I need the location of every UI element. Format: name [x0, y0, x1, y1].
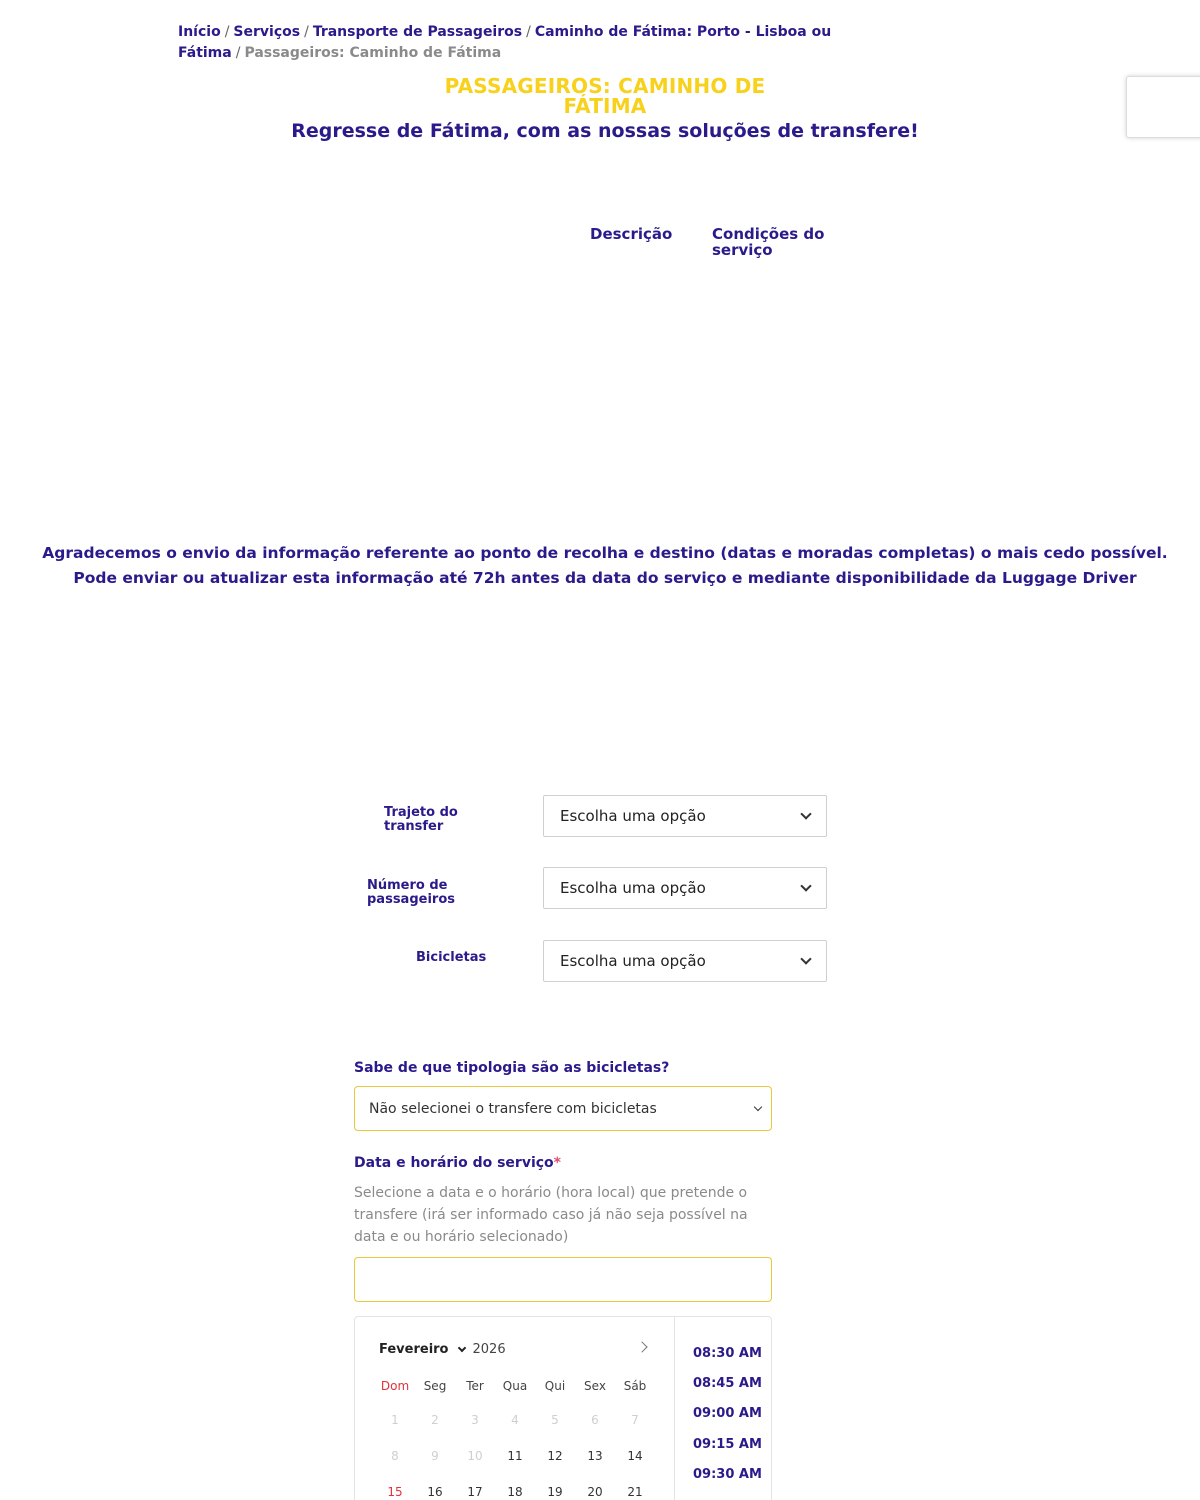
calendar-day[interactable]: 15	[387, 1485, 403, 1499]
calendar-day: 1	[391, 1413, 399, 1427]
year-label[interactable]: 2026	[472, 1342, 506, 1357]
bicicletas-select[interactable]	[543, 940, 827, 982]
data-servico-label-text: Data e horário do serviço	[354, 1155, 554, 1171]
breadcrumb	[178, 22, 998, 64]
calendar-day: 4	[511, 1413, 519, 1427]
recaptcha-badge[interactable]	[1126, 76, 1200, 138]
breadcrumb-link-inicio[interactable]: Início	[178, 24, 221, 40]
calendar-day: 6	[591, 1413, 599, 1427]
chevron-down-icon	[457, 1344, 465, 1352]
time-slot[interactable]: 08:30 AM	[693, 1346, 762, 1361]
bicicletas-select-value: Escolha uma opção	[560, 952, 706, 970]
breadcrumb-separator: /	[224, 24, 230, 40]
calendar-day[interactable]: 17	[467, 1485, 483, 1499]
chevron-down-icon	[800, 880, 811, 891]
time-list	[675, 1317, 773, 1500]
month-label: Fevereiro	[379, 1342, 449, 1357]
calendar	[355, 1317, 675, 1500]
info-notice: Agradecemos o envio da informação referente ao ponto de recolha e destino (datas e moradas completas) o mais cedo possível. Pode enviar ou atualizar esta informação até 72h antes da data do serviço e mediante disponibilidade da Luggage Driver	[42, 544, 1168, 587]
tab-descricao[interactable]: Descrição	[590, 225, 673, 243]
tipologia-select-value: Não selecionei o transfere com bicicletas	[369, 1100, 657, 1117]
breadcrumb-separator: /	[304, 24, 309, 40]
time-slot[interactable]: 08:45 AM	[693, 1376, 762, 1391]
tab-condicoes[interactable]: Condições do serviço	[712, 225, 825, 259]
breadcrumb-link-servicos[interactable]: Serviços	[233, 24, 301, 40]
weekday-header: Qua	[502, 1379, 528, 1393]
calendar-day: 3	[471, 1413, 479, 1427]
tipologia-label: Sabe de que tipologia são as bicicletas?	[354, 1060, 670, 1076]
breadcrumb-separator: /	[526, 24, 531, 40]
calendar-day: 8	[391, 1449, 399, 1463]
datetime-picker	[354, 1316, 772, 1500]
chevron-down-icon	[800, 808, 811, 819]
time-slot[interactable]: 09:30 AM	[693, 1467, 762, 1482]
breadcrumb-link-caminho[interactable]: Caminho de Fátima: Porto - Lisboa ou Fátima	[178, 24, 832, 61]
calendar-day: 2	[431, 1413, 439, 1427]
breadcrumb-link-transporte[interactable]: Transporte de Passageiros	[312, 24, 523, 40]
weekday-header: Seg	[423, 1379, 447, 1393]
calendar-day[interactable]: 19	[547, 1485, 563, 1499]
calendar-day: 7	[631, 1413, 639, 1427]
data-servico-label	[354, 1155, 561, 1171]
breadcrumb-separator: /	[235, 45, 241, 61]
trajeto-select-value: Escolha uma opção	[560, 807, 706, 825]
data-servico-help: Selecione a data e o horário (hora local) que pretende o transfere (irá ser informado caso já não seja possível na data e ou horário selecionado)	[354, 1185, 748, 1245]
time-slot[interactable]: 09:15 AM	[693, 1437, 762, 1452]
weekday-header: Sex	[584, 1379, 606, 1393]
calendar-day[interactable]: 11	[507, 1449, 523, 1463]
passageiros-label: Número de passageiros	[367, 878, 455, 907]
next-month-icon[interactable]	[637, 1340, 651, 1354]
chevron-down-icon	[754, 1103, 762, 1111]
weekday-header: Ter	[466, 1379, 484, 1393]
calendar-day[interactable]: 12	[547, 1449, 563, 1463]
trajeto-select[interactable]	[543, 795, 827, 837]
time-slot[interactable]: 09:00 AM	[693, 1406, 762, 1421]
weekday-header: Sáb	[623, 1379, 647, 1393]
page-subtitle: Regresse de Fátima, com as nossas soluções de transfere!	[291, 120, 919, 142]
month-select[interactable]	[379, 1342, 506, 1357]
trajeto-label: Trajeto do transfer	[384, 805, 458, 834]
calendar-day[interactable]: 20	[587, 1485, 603, 1499]
calendar-day[interactable]: 16	[427, 1485, 443, 1499]
passageiros-select[interactable]	[543, 867, 827, 909]
weekday-header: Qui	[544, 1379, 566, 1393]
calendar-day: 5	[551, 1413, 559, 1427]
bicicletas-label: Bicicletas	[416, 950, 487, 965]
calendar-day[interactable]: 14	[627, 1449, 643, 1463]
chevron-down-icon	[800, 953, 811, 964]
required-mark: *	[553, 1155, 561, 1171]
page-title: PASSAGEIROS: CAMINHO DE FÁTIMA	[444, 74, 766, 118]
calendar-day[interactable]: 13	[587, 1449, 603, 1463]
data-servico-input[interactable]	[354, 1257, 772, 1302]
weekday-header: Dom	[380, 1379, 410, 1393]
calendar-day[interactable]: 18	[507, 1485, 523, 1499]
calendar-day[interactable]: 21	[627, 1485, 643, 1499]
calendar-day: 10	[467, 1449, 483, 1463]
passageiros-select-value: Escolha uma opção	[560, 879, 706, 897]
breadcrumb-current: Passageiros: Caminho de Fátima	[244, 45, 502, 61]
tipologia-select[interactable]	[354, 1086, 772, 1131]
calendar-day: 9	[431, 1449, 439, 1463]
